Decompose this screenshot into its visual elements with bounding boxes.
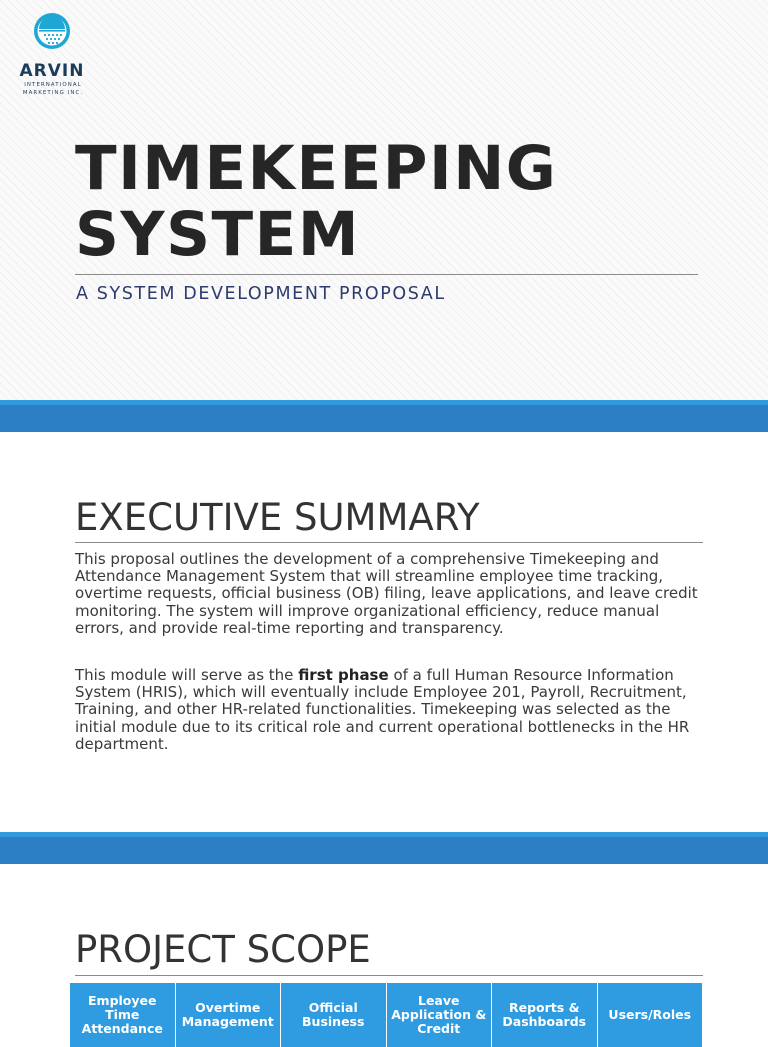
section-divider-band (0, 400, 768, 432)
executive-summary-paragraph-1: This proposal outlines the development of a comprehensive Timekeeping and Attendance Management System that will streamline employee time tracking, overtime requests, official business (OB) filing, leave applications, and leave credit monitoring. The system will improve organizational efficiency, reduce manual errors, and provide real-time reporting and transparency. (75, 550, 698, 637)
first-phase-emphasis: first phase (298, 666, 389, 684)
paragraph-2-text-end: of a full Human Resource Information System (HRIS), which will eventually include Employee 201, Payroll, Recruitment, Training, and other HR-related functionalities. Timekeeping was selected as the initial module due to its critical role and current operational bottlenecks in the HR department. (75, 666, 690, 753)
section-divider-band (0, 832, 768, 864)
logo-subline-2: MARKETING INC. (22, 90, 84, 96)
project-scope-rule (75, 975, 703, 976)
scope-column-header: Users/Roles (598, 983, 703, 1047)
cover-section (0, 0, 768, 400)
scope-column-header: Leave Application & Credit (387, 983, 492, 1047)
title-divider (75, 274, 698, 275)
project-scope-heading: PROJECT SCOPE (75, 928, 371, 971)
scope-column-header: Employee Time Attendance (70, 983, 175, 1047)
scope-column-header: Reports & Dashboards (492, 983, 597, 1047)
document-subtitle: A SYSTEM DEVELOPMENT PROPOSAL (76, 284, 446, 304)
scope-column-header: Overtime Management (176, 983, 281, 1047)
logo-name: ARVIN (19, 61, 85, 81)
title-line-1: TIMEKEEPING (75, 133, 558, 204)
logo-subline-1: INTERNATIONAL (24, 82, 82, 88)
project-scope-table (70, 983, 702, 1043)
executive-summary-heading: EXECUTIVE SUMMARY (75, 496, 480, 539)
document-title (75, 133, 558, 270)
paragraph-2-text-start: This module will serve as the (75, 666, 299, 684)
executive-summary-rule (75, 542, 703, 543)
executive-summary-paragraph-2 (75, 667, 705, 753)
title-line-2: SYSTEM (75, 199, 361, 270)
globe-emblem-icon (33, 12, 71, 50)
scope-column-header: Official Business (281, 983, 386, 1047)
company-logo (14, 12, 94, 96)
